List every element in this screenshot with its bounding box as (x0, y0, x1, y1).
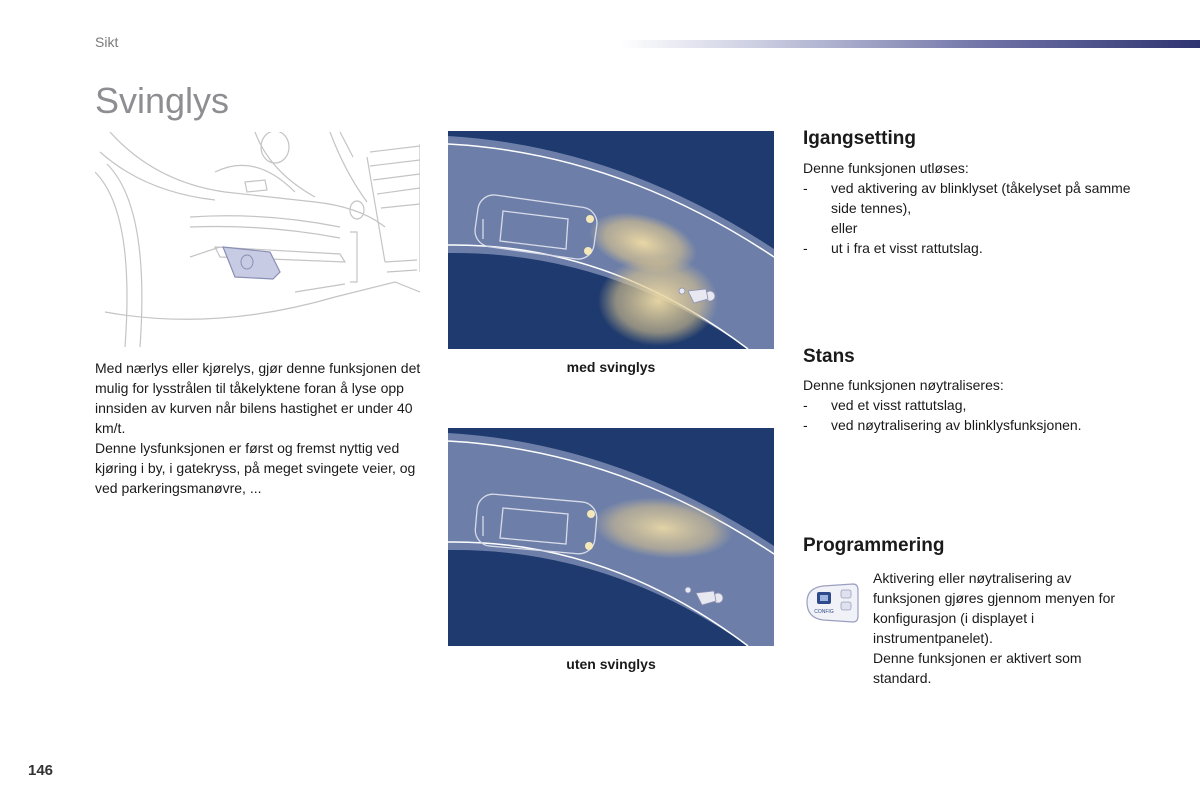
night-road-without-beam (448, 428, 774, 646)
intro-text (95, 358, 425, 498)
car-front-illustration (95, 132, 420, 347)
heading-stans: Stans (803, 346, 855, 367)
fog-light-icon (223, 247, 280, 279)
intro-paragraph-1: Med nærlys eller kjørelys, gjør denne funksjonen det mulig for lysstrålen til tåkelyktene foran å lyse opp innsiden av kurven når bilens hastighet er under 40 km/t. (95, 360, 421, 436)
intro-paragraph-2: Denne lysfunksjonen er først og fremst nyttig ved kjøring i by, i gatekryss, på meget svingete veier, og ved parkeringsmanøvre, ... (95, 440, 416, 496)
section-label: Sikt (95, 34, 119, 50)
scene-with-cornering-light (448, 131, 774, 349)
programmering-body (873, 568, 1133, 688)
header-gradient-bar (620, 40, 1200, 48)
heading-igangsetting: Igangsetting (803, 128, 916, 149)
config-button-drawing (803, 580, 861, 624)
page-title: Svinglys (95, 80, 230, 121)
night-road-with-beam (448, 131, 774, 349)
config-button-icon (803, 580, 861, 624)
caption-with-cornering-light: med svinglys (566, 359, 656, 375)
caption-without-cornering-light: uten svinglys (566, 656, 656, 672)
igangsetting-intro: Denne funksjonen utløses: (803, 160, 969, 176)
stans-list (803, 395, 1133, 435)
list-item: - ved aktivering av blinklyset (tåkelyset på samme side tennes), (803, 180, 1131, 216)
igangsetting-list (803, 178, 1133, 258)
programmering-paragraph-1: Aktivering eller nøytralisering av funksjonen gjøres gjennom menyen for konfigurasjon (i displayet i instrumentpanelet). (873, 570, 1116, 646)
programmering-paragraph-2: Denne funksjonen er aktivert som standard. (873, 650, 1082, 686)
list-item: - ut i fra et visst rattutslag. (803, 240, 983, 256)
list-item: - ved nøytralisering av blinklysfunksjonen. (803, 417, 1082, 433)
scene-without-cornering-light (448, 428, 774, 646)
heading-programmering: Programmering (803, 535, 945, 556)
igangsetting-body (803, 158, 1133, 258)
list-item: - ved et visst rattutslag, (803, 397, 967, 413)
stans-intro: Denne funksjonen nøytraliseres: (803, 377, 1004, 393)
stans-body (803, 375, 1133, 435)
list-connector: eller (831, 220, 858, 236)
car-front-drawing (95, 132, 420, 347)
page-number: 146 (28, 762, 54, 779)
config-icon-label: CONFIG (814, 609, 834, 615)
